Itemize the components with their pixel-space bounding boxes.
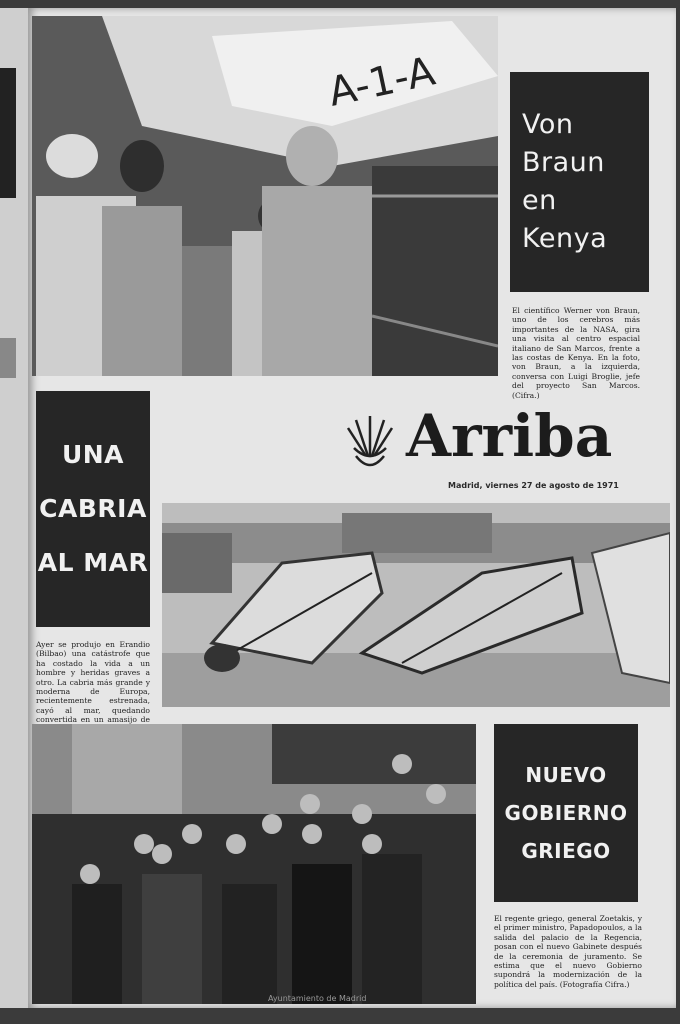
newspaper-page [28,8,676,1008]
gobierno-caption: El regente griego, general Zoetakis, y el primer ministro, Papadopoulos, a la salida del palacio de la Regencia, posan con el nuevo Gabinete después de la ceremonia de juramento. Se estima que el nuevo Gobierno supondrá la modernización de la política del país. (Fotografía Cifra.) [494,914,642,989]
gobierno-headline-line1: NUEVO [525,763,607,787]
arriba-masthead: Arriba [406,402,613,470]
gobierno-headline-line2: GOBIERNO [504,801,628,825]
facing-page-photo [0,338,16,378]
crane-accident-photo [162,503,670,707]
arriba-dateline: Madrid, viernes 27 de agosto de 1971 [448,481,619,490]
svg-text:A-1-A: A-1-A [324,48,440,116]
archive-watermark: Ayuntamiento de Madrid [268,994,367,1003]
cabria-headline-box [36,391,150,627]
cabria-headline-line1: UNA [61,440,125,469]
cabria-caption: Ayer se produjo en Erandio (Bilbao) una catástrofe que ha costado la vida a un hombre y heridas graves a otro. La cabria más grande y moderna de Europa, recientemente estrenada, cayó al mar, quedando convertida en un amasijo de [36,640,150,725]
gobierno-headline-line3: GRIEGO [521,839,611,863]
cabria-headline-line2: CABRIA [39,494,147,523]
von-braun-headline-line3: Kenya [522,223,608,254]
cabria-headline-line3: AL MAR [37,548,149,577]
von-braun-headline-box [510,72,649,292]
gobierno-headline-box [494,724,638,902]
greek-government-photo [32,724,476,1004]
von-braun-caption: El científico Werner von Braun, uno de los cerebros más importantes de la NASA, gira una visita al centro espacial italiano de San Marcos, frente a las costas de Kenya. En la foto, von Braun, a la izquierda, conversa con Luigi Broglie, jefe del proyecto San Marcos. (Cifra.) [512,306,640,400]
von-braun-headline-line1: Von Braun [522,109,605,178]
facing-page-headline-block [0,68,16,198]
von-braun-photo [32,16,498,376]
arriba-logo-emblem [346,412,394,480]
von-braun-headline-line2: en [522,185,557,216]
facing-page-edge [0,8,28,1008]
